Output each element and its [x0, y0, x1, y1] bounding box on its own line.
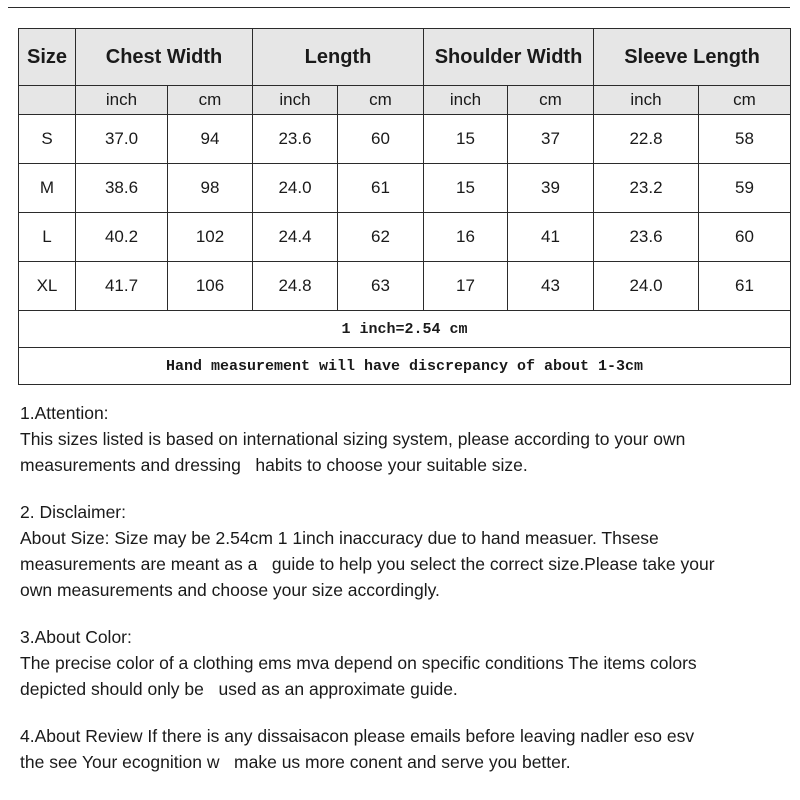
value-cell: 23.6 [594, 213, 699, 262]
value-cell: 41.7 [76, 262, 168, 311]
unit-cell: cm [338, 86, 424, 115]
table-header-row [19, 29, 791, 86]
value-cell: 24.0 [594, 262, 699, 311]
col-header-length: Length [253, 29, 424, 86]
value-cell: 106 [168, 262, 253, 311]
table-row-s [19, 115, 791, 164]
paragraph-line: measurements are meant as a guide to help you select the correct size.Please take your [20, 554, 715, 574]
value-cell: 24.0 [253, 164, 338, 213]
unit-cell: cm [699, 86, 791, 115]
value-cell: 40.2 [76, 213, 168, 262]
unit-cell: cm [168, 86, 253, 115]
col-header-sleeve-length: Sleeve Length [594, 29, 791, 86]
value-cell: 94 [168, 115, 253, 164]
paragraph-heading: 2. Disclaimer: [20, 502, 126, 522]
size-label-cell: L [19, 213, 76, 262]
value-cell: 22.8 [594, 115, 699, 164]
value-cell: 59 [699, 164, 791, 213]
table-note-conversion-row [19, 311, 791, 348]
paragraph-line: 4.About Review If there is any dissaisacon please emails before leaving nadler eso esv [20, 726, 695, 746]
inch-conversion-note: 1 inch=2.54 cm [19, 311, 791, 348]
unit-cell: inch [424, 86, 508, 115]
size-label-cell: XL [19, 262, 76, 311]
value-cell: 16 [424, 213, 508, 262]
size-chart-table [18, 28, 791, 385]
paragraph-line: About Size: Size may be 2.54cm 1 1inch inaccuracy due to hand measuer. Thsese [20, 528, 659, 548]
value-cell: 102 [168, 213, 253, 262]
unit-cell: inch [253, 86, 338, 115]
table-row-xl [19, 262, 791, 311]
col-header-shoulder-width: Shoulder Width [424, 29, 594, 86]
value-cell: 38.6 [76, 164, 168, 213]
paragraph-line: The precise color of a clothing ems mva depend on specific conditions The items colors [20, 653, 697, 673]
about-color-paragraph [20, 624, 782, 702]
value-cell: 24.8 [253, 262, 338, 311]
paragraph-line: own measurements and choose your size accordingly. [20, 580, 440, 600]
paragraph-line: the see Your ecognition w make us more conent and serve you better. [20, 752, 571, 772]
paragraph-line: measurements and dressing habits to choose your suitable size. [20, 455, 528, 475]
table-note-disclaimer-row [19, 348, 791, 385]
table-row-l [19, 213, 791, 262]
unit-cell: inch [76, 86, 168, 115]
table-unit-row [19, 86, 791, 115]
value-cell: 61 [338, 164, 424, 213]
value-cell: 62 [338, 213, 424, 262]
size-label-cell: S [19, 115, 76, 164]
top-divider-line [8, 7, 790, 8]
value-cell: 23.6 [253, 115, 338, 164]
value-cell: 63 [338, 262, 424, 311]
notes-section [20, 400, 782, 796]
table-row-m [19, 164, 791, 213]
paragraph-heading: 3.About Color: [20, 627, 132, 647]
col-header-size: Size [19, 29, 76, 86]
value-cell: 17 [424, 262, 508, 311]
value-cell: 41 [508, 213, 594, 262]
unit-cell: cm [508, 86, 594, 115]
hand-measurement-note: Hand measurement will have discrepancy of about 1-3cm [19, 348, 791, 385]
value-cell: 37 [508, 115, 594, 164]
paragraph-line: depicted should only be used as an approximate guide. [20, 679, 458, 699]
value-cell: 23.2 [594, 164, 699, 213]
value-cell: 60 [338, 115, 424, 164]
unit-cell: inch [594, 86, 699, 115]
disclaimer-paragraph [20, 499, 782, 603]
attention-paragraph [20, 400, 782, 478]
value-cell: 24.4 [253, 213, 338, 262]
size-label-cell: M [19, 164, 76, 213]
about-review-paragraph [20, 723, 782, 775]
value-cell: 98 [168, 164, 253, 213]
value-cell: 61 [699, 262, 791, 311]
paragraph-line: This sizes listed is based on international sizing system, please according to your own [20, 429, 686, 449]
value-cell: 37.0 [76, 115, 168, 164]
value-cell: 60 [699, 213, 791, 262]
col-header-chest-width: Chest Width [76, 29, 253, 86]
paragraph-heading: 1.Attention: [20, 403, 109, 423]
value-cell: 15 [424, 164, 508, 213]
value-cell: 43 [508, 262, 594, 311]
value-cell: 58 [699, 115, 791, 164]
value-cell: 39 [508, 164, 594, 213]
unit-cell-empty [19, 86, 76, 115]
value-cell: 15 [424, 115, 508, 164]
